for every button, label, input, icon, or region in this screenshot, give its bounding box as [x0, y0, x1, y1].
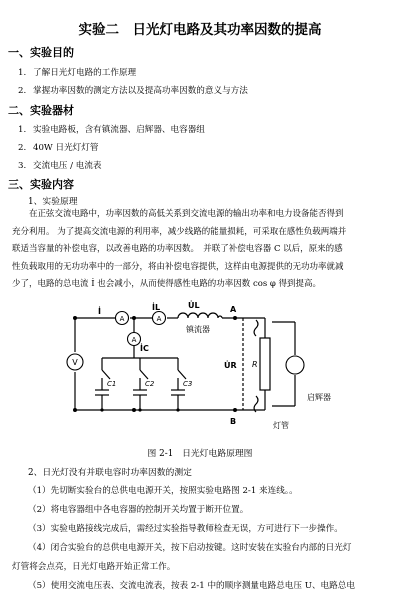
meter-label: A: [131, 336, 137, 344]
list-item-number: 2.: [18, 143, 27, 153]
circuit-diagram: [60, 300, 360, 440]
section-heading-objectives: 一、实验目的: [8, 46, 74, 59]
capacitor-label: C1: [107, 380, 117, 388]
current-label-il: İL: [152, 303, 161, 312]
list-item: [18, 159, 102, 171]
subsection-heading: 1、实验原理: [28, 197, 78, 207]
list-item-number: 3.: [18, 161, 27, 171]
list-item-text: 了解日光灯电路的工作原理: [33, 68, 137, 78]
paragraph-line: 少了，电路的总电流 İ 也会减小，从而使得感性电路的功率因数 cos φ 得到提高。: [12, 279, 322, 289]
voltmeter-label: V: [72, 358, 78, 367]
figure-caption: 图 2-1 日光灯电路原理图: [147, 449, 253, 459]
voltage-label-ur: U̇R: [224, 361, 237, 370]
resistance-label: R: [252, 360, 258, 369]
step-item: （3）实验电路接线完成后，需经过实验指导教师检查无误，方可进行下一步操作。: [28, 524, 343, 534]
page-title: 实验二 日光灯电路及其功率因数的提高: [78, 22, 322, 38]
subsection-heading: 2、日光灯没有并联电容时功率因数的测定: [28, 468, 192, 478]
list-item-number: 1.: [18, 68, 27, 78]
step-item: 灯管将会点亮，日光灯电路开始正常工作。: [12, 562, 176, 572]
capacitor-label: C3: [183, 380, 193, 388]
starter-label: 启辉器: [307, 393, 331, 402]
list-item-text: 40W 日光灯灯管: [33, 143, 99, 153]
step-item: （5）使用交流电压表、交流电流表，按表 2-1 中的顺序测量电路总电压 U、电路总电: [28, 581, 355, 591]
list-item: [18, 84, 248, 96]
paragraph-line: 在正弦交流电路中，功率因数的高低关系到交流电源的输出功率和电力设备能否得到: [12, 209, 344, 219]
section-heading-equipment: 二、实验器材: [8, 104, 74, 117]
list-item-number: 1.: [18, 125, 27, 135]
ballast-label: 镇流器: [186, 325, 210, 334]
list-item: [18, 141, 98, 153]
step-item: （2）将电容器组中各电容器的控制开关均置于断开位置。: [28, 505, 249, 515]
node-label-a: A: [230, 305, 237, 314]
paragraph-line: 充分利用。 为了提高交流电源的利用率，减少线路的能量损耗，可采取在感性负载两端并: [12, 226, 347, 237]
current-label: İ: [98, 307, 101, 316]
meter-label: A: [119, 315, 125, 323]
capacitor-label: C2: [145, 380, 155, 388]
paragraph-line: 性负载取用的无功功率中的一部分，将由补偿电容提供，这样由电源提供的无功功率就减: [12, 261, 344, 272]
meter-label: A: [156, 315, 162, 323]
paragraph-line: 联适当容量的补偿电容，以改善电路的功率因数。 并联了补偿电容器 C 以后，原来的感: [12, 244, 343, 254]
list-item-text: 掌握功率因数的测定方法以及提高功率因数的意义与方法: [33, 86, 248, 96]
list-item: [18, 66, 136, 78]
principle-paragraph: [12, 206, 388, 294]
node-label-b: B: [230, 417, 237, 426]
list-item-text: 交流电压 / 电流表: [33, 161, 102, 171]
list-item-text: 实验电路板，含有镇流器、启辉器、电容器组: [33, 125, 205, 135]
step-item: （4）闭合实验台的总供电电源开关，按下启动按键。这时安装在实验台内部的日光灯: [28, 543, 352, 553]
section-heading-content: 三、实验内容: [8, 178, 74, 191]
list-item-number: 2.: [18, 86, 27, 96]
voltage-label-ul: U̇L: [188, 301, 200, 310]
list-item: [18, 123, 205, 135]
step-item: （1）先切断实验台的总供电电源开关，按照实验电路图 2-1 来连线。。: [28, 486, 298, 496]
current-label-ic: İC: [140, 344, 149, 353]
tube-label: 灯管: [273, 421, 289, 430]
